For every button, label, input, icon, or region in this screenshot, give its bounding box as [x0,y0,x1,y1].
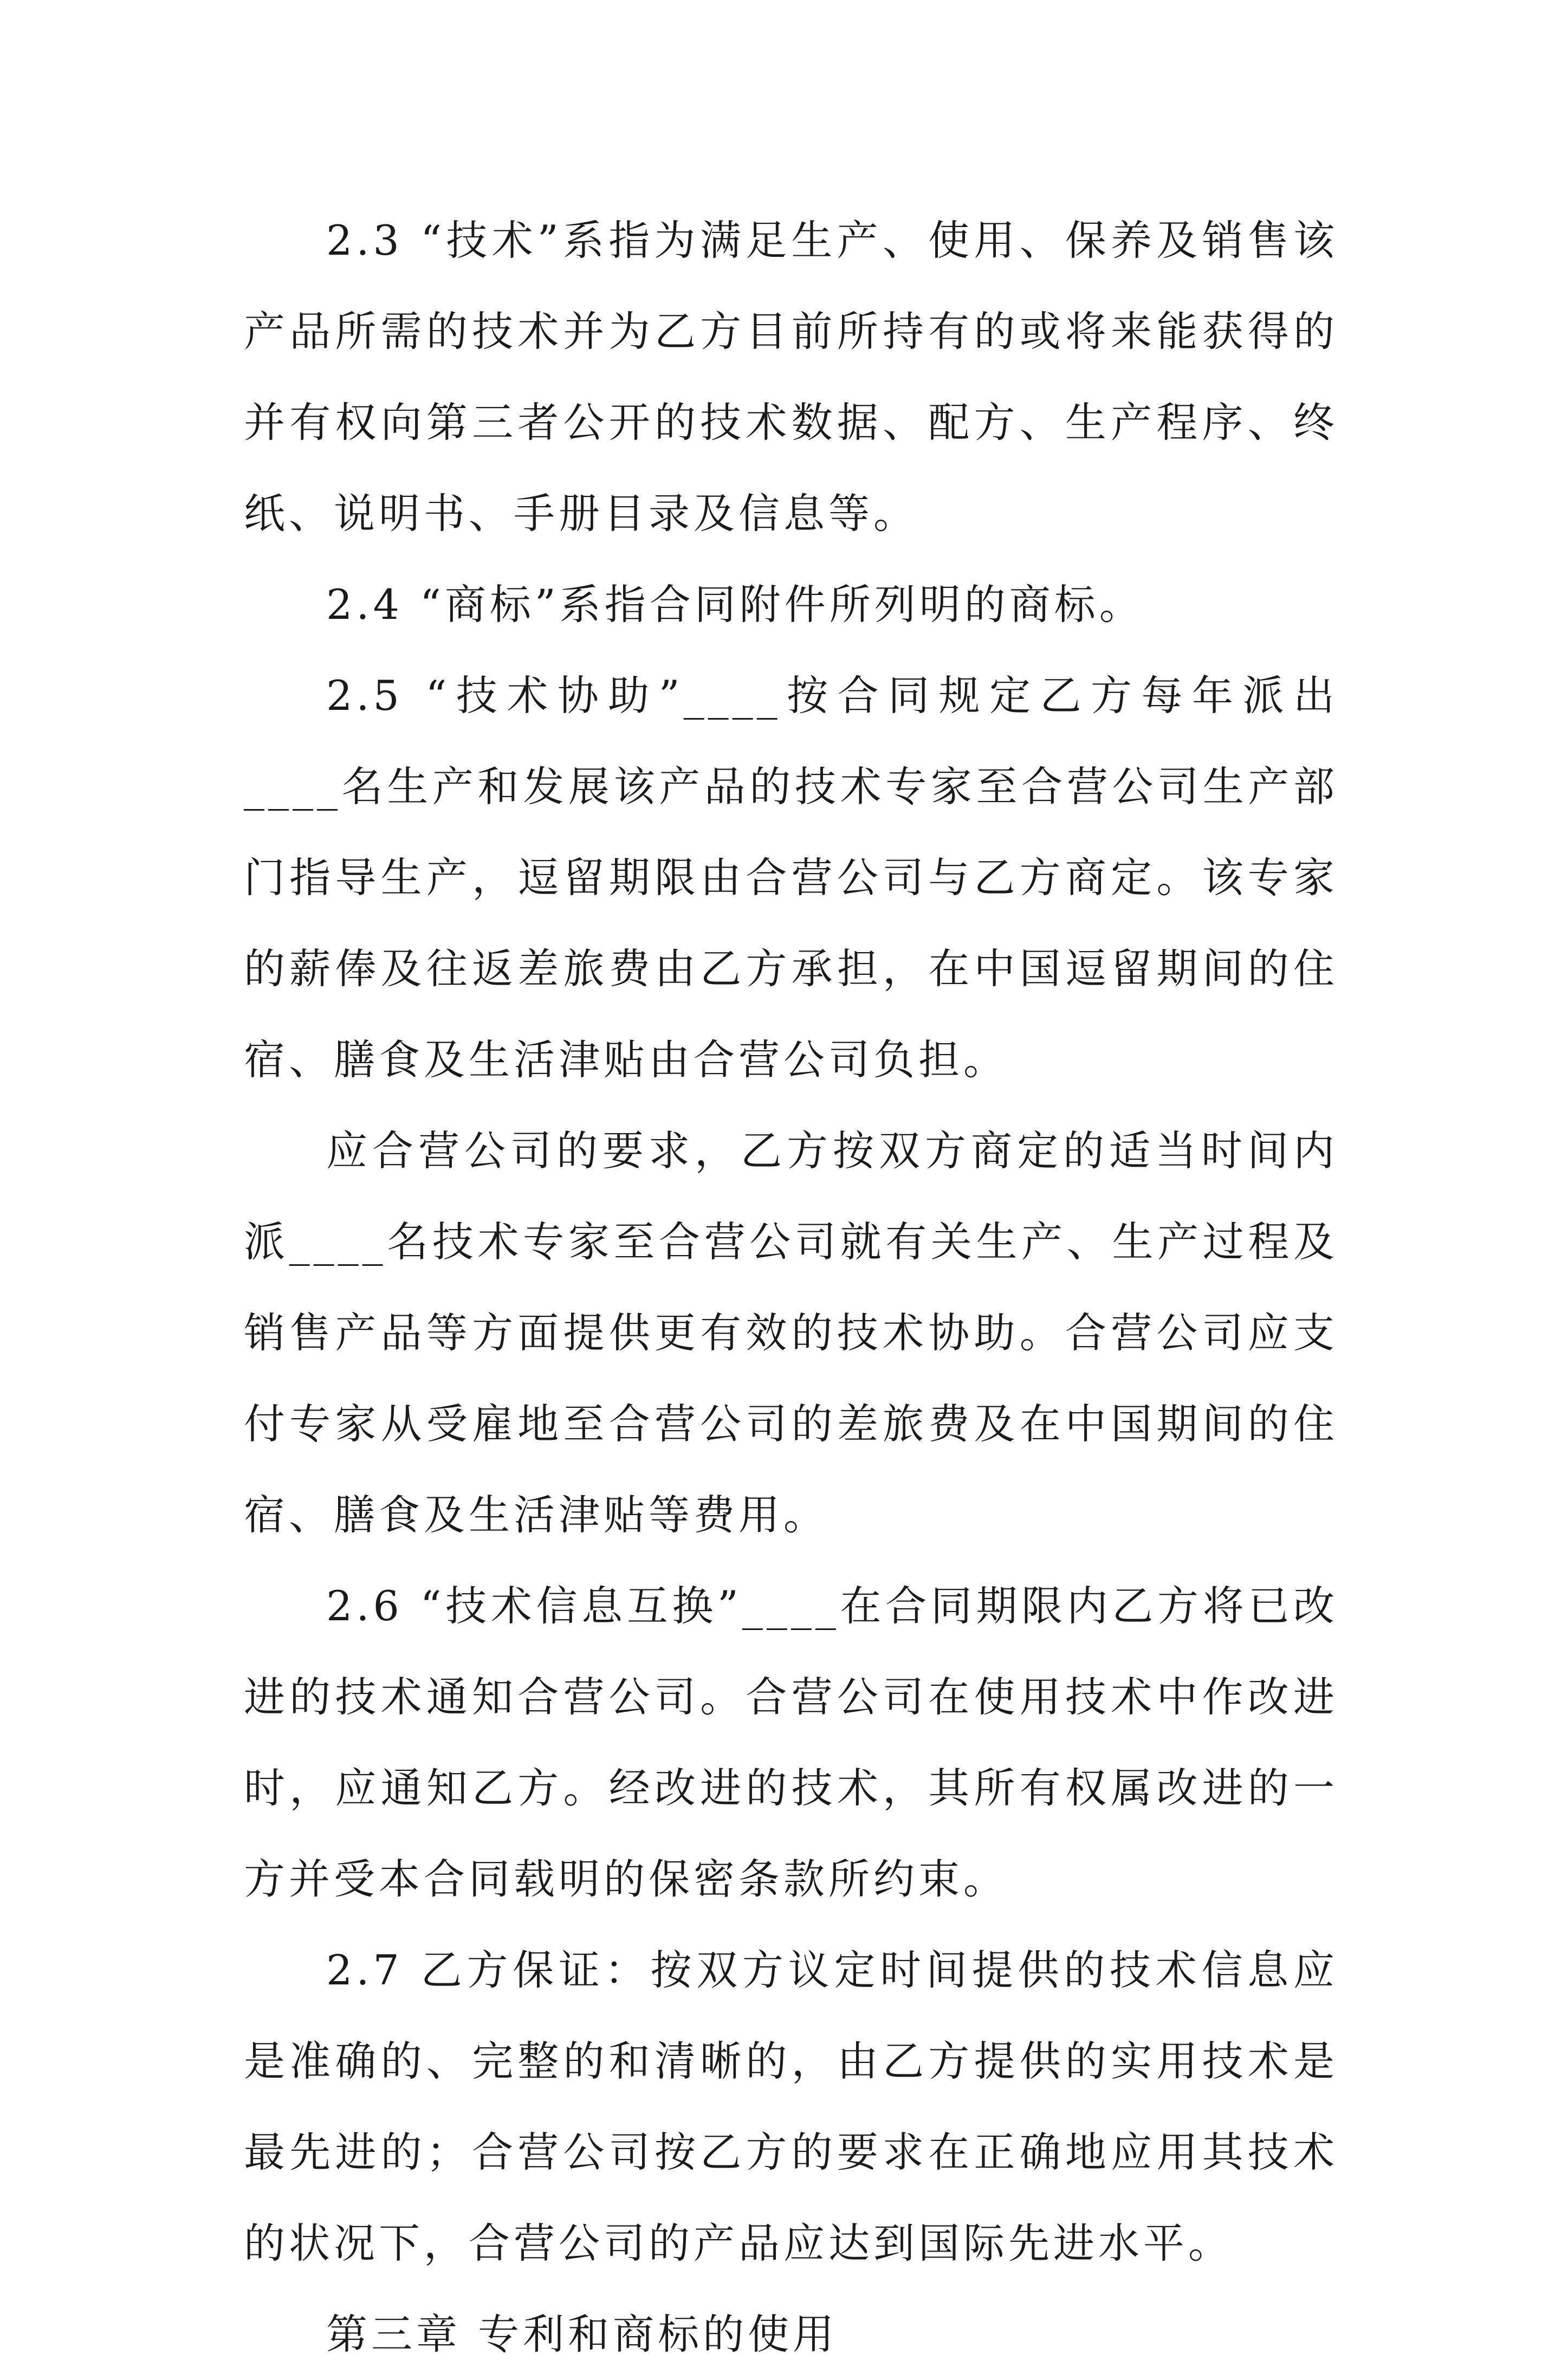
chapter-3-heading: 第三章 专利和商标的使用 [326,2310,838,2358]
clause-2-6: 2.6 “技术信息互换”____在合同期限内乙方将已改进的技术通知合营公司。合营公司在使用技术中作改进时，应通知乙方。经改进的技术，其所有权属改进的一方并受本合同载明的保密条款所约束。 [244,1582,1338,1903]
document-page [244,195,1338,2380]
clause-2-5-continued: 应合营公司的要求，乙方按双方商定的适当时间内派____名技术专家至合营公司就有关生产、生产过程及销售产品等方面提供更有效的技术协助。合营公司应支付专家从受雇地至合营公司的差旅费及在中国期间的住宿、膳食及生活津贴等费用。 [244,1127,1338,1539]
clause-2-7: 2.7 乙方保证：按双方议定时间提供的技术信息应是准确的、完整的和清晰的，由乙方提供的实用技术是最先进的；合营公司按乙方的要求在正确地应用其技术的状况下，合营公司的产品应达到国际先进水平。 [244,1946,1338,2267]
clause-2-5: 2.5 “技术协助”____按合同规定乙方每年派出____名生产和发展该产品的技术专家至合营公司生产部门指导生产，逗留期限由合营公司与乙方商定。该专家的薪俸及往返差旅费由乙方承担，在中国逗留期间的住宿、膳食及生活津贴由合营公司负担。 [244,671,1338,1084]
clause-2-4: 2.4 “商标”系指合同附件所列明的商标。 [326,580,1144,629]
clause-2-3: 2.3 “技术”系指为满足生产、使用、保养及销售该产品所需的技术并为乙方目前所持有的或将来能获得的并有权向第三者公开的技术数据、配方、生产程序、终纸、说明书、手册目录及信息等。 [244,216,1338,538]
